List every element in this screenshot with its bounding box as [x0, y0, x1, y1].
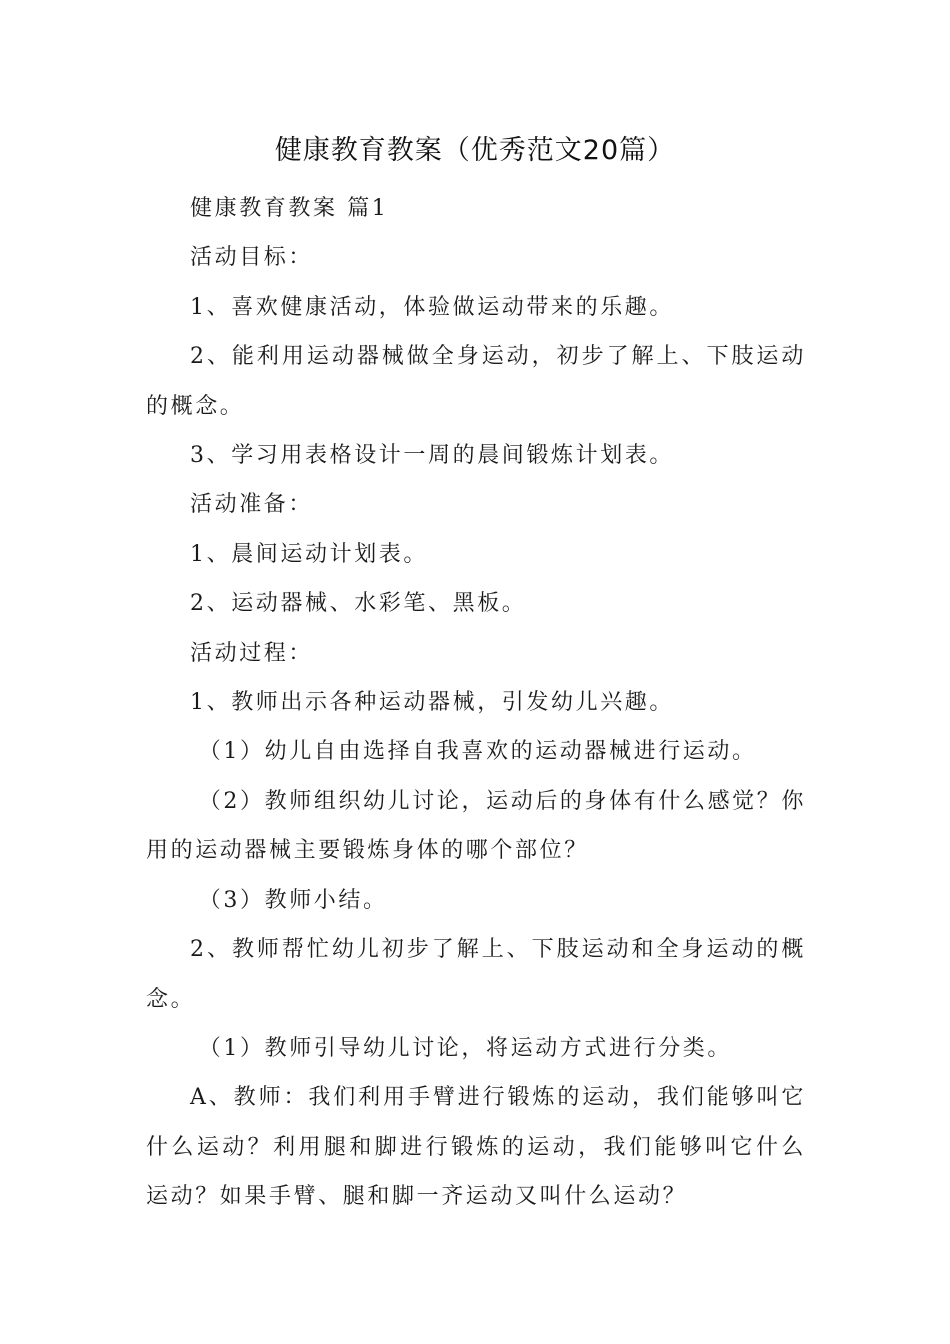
process-substep: （1）教师引导幼儿讨论，将运动方式进行分类。 [198, 1035, 732, 1061]
preparation-item: 1、晨间运动计划表。 [190, 541, 428, 567]
process-step: 2、教师帮忙幼儿初步了解上、下肢运动和全身运动的概念。 [146, 937, 806, 1012]
preparation-item: 2、运动器械、水彩笔、黑板。 [190, 591, 527, 617]
goal-item: 1、喜欢健康活动，体验做运动带来的乐趣。 [190, 294, 674, 320]
process-heading: 活动过程： [190, 640, 314, 666]
process-substep: （2）教师组织幼儿讨论，运动后的身体有什么感觉？你用的运动器械主要锻炼身体的哪个部位？ [146, 788, 806, 864]
goal-item: 2、能利用运动器械做全身运动，初步了解上、下肢运动的概念。 [146, 344, 806, 419]
document-body [146, 184, 806, 1222]
process-detail: A、教师：我们利用手臂进行锻炼的运动，我们能够叫它什么运动？利用腿和脚进行锻炼的运动，我们能够叫它什么运动？如果手臂、腿和脚一齐运动又叫什么运动？ [146, 1085, 806, 1210]
process-step: 1、教师出示各种运动器械，引发幼儿兴趣。 [190, 690, 674, 716]
goal-item: 3、学习用表格设计一周的晨间锻炼计划表。 [190, 443, 674, 469]
process-substep: （3）教师小结。 [198, 887, 388, 913]
preparation-heading: 活动准备： [190, 492, 314, 518]
section-heading: 健康教育教案 篇1 [190, 196, 389, 221]
document-title: 健康教育教案（优秀范文20篇） [274, 135, 676, 166]
process-substep: （1）幼儿自由选择自我喜欢的运动器械进行运动。 [198, 739, 757, 765]
goals-heading: 活动目标： [190, 245, 314, 271]
